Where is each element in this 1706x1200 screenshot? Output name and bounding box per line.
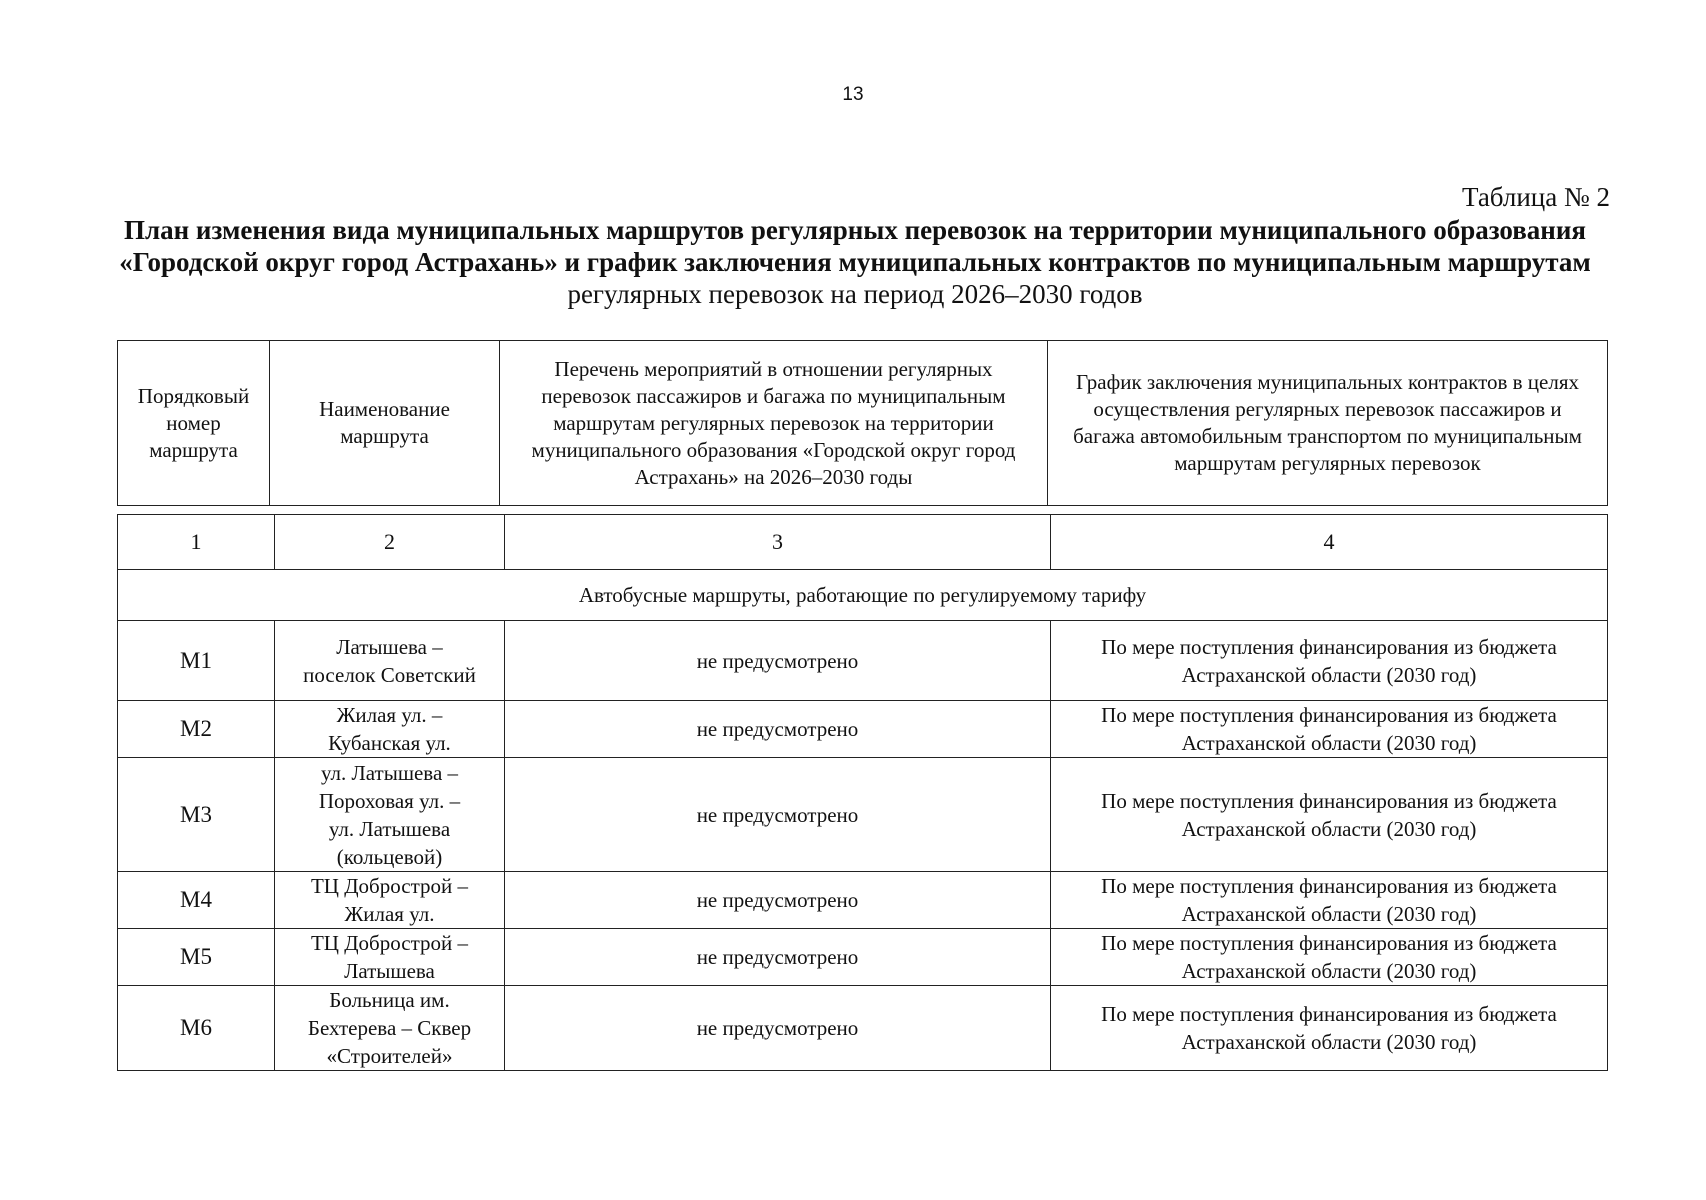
route-measures: не предусмотрено: [505, 701, 1051, 758]
route-name: ТЦ Добрострой – Жилая ул.: [275, 872, 505, 929]
route-schedule: По мере поступления финансирования из бюджета Астраханской области (2030 год): [1051, 929, 1608, 986]
table-row: [118, 872, 1608, 929]
route-id: М3: [118, 758, 275, 872]
table-row: [118, 621, 1608, 701]
title-line-3: регулярных перевозок на период 2026–2030 годов: [567, 279, 1143, 309]
route-schedule: По мере поступления финансирования из бюджета Астраханской области (2030 год): [1051, 986, 1608, 1071]
page-number: 13: [842, 84, 864, 105]
route-measures: не предусмотрено: [505, 986, 1051, 1071]
header-route-number: Порядковый номер маршрута: [118, 341, 270, 506]
column-number-row: [118, 515, 1608, 570]
table-row: [118, 986, 1608, 1071]
section-row: [118, 570, 1608, 621]
route-name: ТЦ Добрострой – Латышева: [275, 929, 505, 986]
header-measures: Перечень мероприятий в отношении регулярных перевозок пассажиров и багажа по муниципальным маршрутам регулярных перевозок на территории муниципального образования «Городской округ город Астрахань» на 2026–2030 годы: [500, 341, 1048, 506]
route-id: М4: [118, 872, 275, 929]
table-row: [118, 758, 1608, 872]
route-schedule: По мере поступления финансирования из бюджета Астраханской области (2030 год): [1051, 701, 1608, 758]
column-number: 3: [505, 515, 1051, 570]
title-line-2: «Городской округ город Астрахань» и график заключения муниципальных контрактов по муниципальным маршрутам: [119, 247, 1591, 277]
route-measures: не предусмотрено: [505, 621, 1051, 701]
route-name: ул. Латышева – Пороховая ул. – ул. Латышева (кольцевой): [275, 758, 505, 872]
route-measures: не предусмотрено: [505, 758, 1051, 872]
document-title: [110, 214, 1600, 310]
route-id: М5: [118, 929, 275, 986]
route-measures: не предусмотрено: [505, 872, 1051, 929]
column-number: 4: [1051, 515, 1608, 570]
route-schedule: По мере поступления финансирования из бюджета Астраханской области (2030 год): [1051, 872, 1608, 929]
route-id: М1: [118, 621, 275, 701]
route-name: Латышева – поселок Советский: [275, 621, 505, 701]
column-number: 2: [275, 515, 505, 570]
route-schedule: По мере поступления финансирования из бюджета Астраханской области (2030 год): [1051, 621, 1608, 701]
title-line-1: План изменения вида муниципальных маршрутов регулярных перевозок на территории муниципального образования: [123, 215, 1587, 245]
route-schedule: По мере поступления финансирования из бюджета Астраханской области (2030 год): [1051, 758, 1608, 872]
route-measures: не предусмотрено: [505, 929, 1051, 986]
routes-table: [117, 514, 1608, 1071]
route-id: М2: [118, 701, 275, 758]
route-name: Жилая ул. – Кубанская ул.: [275, 701, 505, 758]
header-schedule: График заключения муниципальных контрактов в целях осуществления регулярных перевозок пассажиров и багажа автомобильным транспортом по муниципальным маршрутам регулярных перевозок: [1048, 341, 1608, 506]
header-route-name: Наименование маршрута: [270, 341, 500, 506]
column-number: 1: [118, 515, 275, 570]
route-id: М6: [118, 986, 275, 1071]
table-label: Таблица № 2: [1462, 182, 1610, 212]
table-row: [118, 929, 1608, 986]
table-header: [117, 340, 1608, 506]
route-name: Больница им. Бехтерева – Сквер «Строителей»: [275, 986, 505, 1071]
table-row: [118, 701, 1608, 758]
section-title: Автобусные маршруты, работающие по регулируемому тарифу: [118, 570, 1608, 621]
